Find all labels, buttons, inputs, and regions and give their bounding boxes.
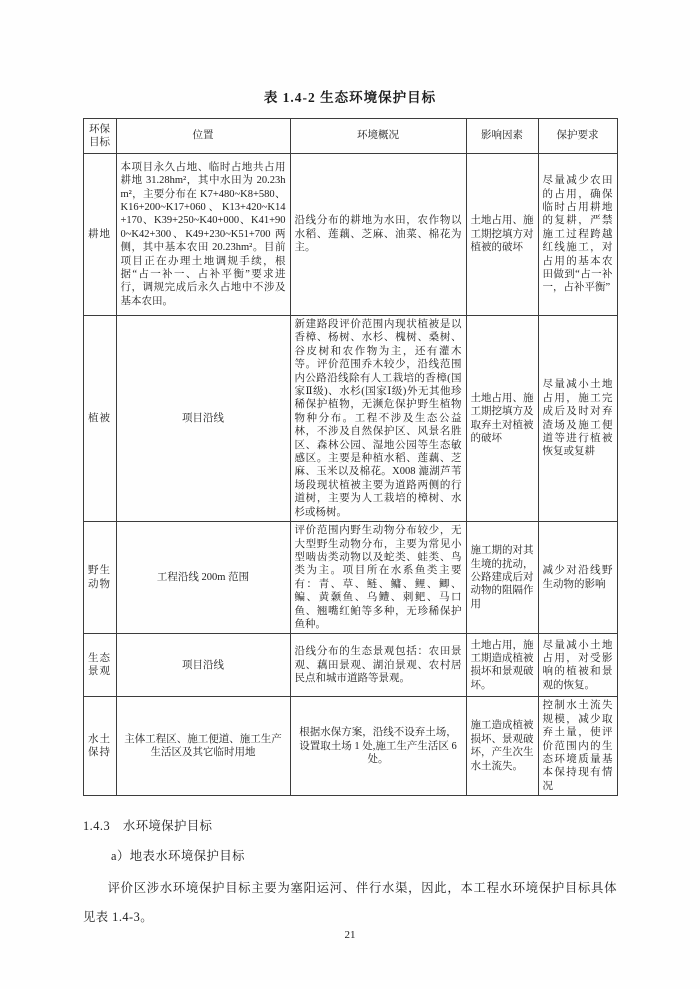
section-heading: 1.4.3 水环境保护目标 (83, 819, 213, 834)
cell-factors: 土地占用，施工期造成植被损坏和景观破坏。 (466, 634, 538, 697)
cell-target: 耕地 (83, 154, 116, 316)
table-title: 表 1.4-2 生态环境保护目标 (263, 90, 437, 105)
header-target: 环保目标 (83, 119, 116, 154)
table-header-row (83, 119, 617, 154)
table-row (83, 154, 617, 316)
page-number: 21 (344, 929, 356, 941)
cell-target: 生态景观 (83, 634, 116, 697)
header-overview: 环境概况 (290, 119, 466, 154)
cell-location: 项目沿线 (116, 316, 290, 522)
cell-overview: 新建路段评价范围内现状植被是以香樟、杨树、水杉、槐树、桑树、谷皮树和农作物为主，还有灌木等。评价范围乔木较少，沿线范围内公路沿线除有人工栽培的香樟(国家Ⅱ级)、水杉(国家Ⅰ级)外无其他珍稀保护植物，无濒危保护野生植物物种分布。工程不涉及生态公益林，不涉及自然保护区、风景名胜区、森林公园、湿地公园等生态敏感区。主要是种植水稻、莲藕、芝麻、玉米以及棉花。X008 漉湖芦苇场段现状植被主要为道路两侧的行道树，主要为人工栽培的樟树、水杉或杨树。 (290, 316, 466, 522)
cell-overview: 根据水保方案，沿线不设弃土场，设置取土场 1 处,施工生产生活区 6 处。 (290, 697, 466, 796)
cell-factors: 土地占用、施工期挖填方对植被的破坏 (466, 154, 538, 316)
cell-overview: 沿线分布的耕地为水田，农作物以水稻、莲藕、芝麻、油菜、棉花为主。 (290, 154, 466, 316)
cell-target: 野生动物 (83, 522, 116, 634)
cell-location: 工程沿线 200m 范围 (116, 522, 290, 634)
cell-requirements: 尽量减少农田的占用，确保临时占用耕地的复耕，严禁施工过程跨越红线施工，对占用的基本农田做到“占一补一，占补平衡” (538, 154, 617, 316)
cell-factors: 施工造成植被损坏、景观破坏，产生次生水土流失。 (466, 697, 538, 796)
cell-target: 植被 (83, 316, 116, 522)
section-paragraph: 评价区涉水环境保护目标主要为塞阳运河、伴行水渠，因此，本工程水环境保护目标具体见表 1.4-3。 (83, 881, 617, 925)
header-factors: 影响因素 (466, 119, 538, 154)
cell-location: 本项目永久占地、临时占地共占用耕地 31.28hm²，其中水田为 20.23hm²，主要分布在 K7+480~K8+580、K16+200~K17+060、K13+420~K14+170、K39+250~K40+000、K41+900~K42+300、K49+230~K51+700 两侧，其中基本农田 20.23hm²。目前项目正在办理土地调规手续，根据“占一补一、占补平衡”要求进行，调规完成后永久占地中不涉及基本农田。 (116, 154, 290, 316)
cell-location: 主体工程区、施工便道、施工生产生活区及其它临时用地 (116, 697, 290, 796)
table-row (83, 522, 617, 634)
cell-overview: 评价范围内野生动物分布较少，无大型野生动物分布，主要为常见小型啮齿类动物以及蛇类、蛙类、鸟类为主。项目所在水系鱼类主要有：青、草、鲢、鳙、鲤、鲫、鳊、黄颡鱼、乌鳢、刺鲃、马口鱼、翘嘴红鲌等多种，无珍稀保护鱼种。 (290, 522, 466, 634)
table-row (83, 316, 617, 522)
table-row (83, 697, 617, 796)
header-location: 位置 (116, 119, 290, 154)
cell-target: 水土保持 (83, 697, 116, 796)
water-env-section (83, 816, 617, 932)
cell-requirements: 尽量减小土地占用，对受影响的植被和景观的恢复。 (538, 634, 617, 697)
cell-requirements: 控制水土流失规模，减少取弃土量，使评价范围内的生态环境质量基本保持现有情况 (538, 697, 617, 796)
cell-requirements: 尽量减小土地占用，施工完成后及时对弃渣场及施工便道等进行植被恢复或复耕 (538, 316, 617, 522)
table-row (83, 634, 617, 697)
cell-requirements: 减少对沿线野生动物的影响 (538, 522, 617, 634)
section-sub-heading: a）地表水环境保护目标 (111, 849, 245, 864)
cell-location: 项目沿线 (116, 634, 290, 697)
eco-protection-table (83, 118, 618, 796)
cell-factors: 土地占用、施工期挖填方及取弃土对植被的破坏 (466, 316, 538, 522)
cell-factors: 施工期的对其生境的扰动，公路建成后对动物的阻隔作用 (466, 522, 538, 634)
cell-overview: 沿线分布的生态景观包括：农田景观、藕田景观、湖泊景观、农村居民点和城市道路等景观。 (290, 634, 466, 697)
header-requirements: 保护要求 (538, 119, 617, 154)
